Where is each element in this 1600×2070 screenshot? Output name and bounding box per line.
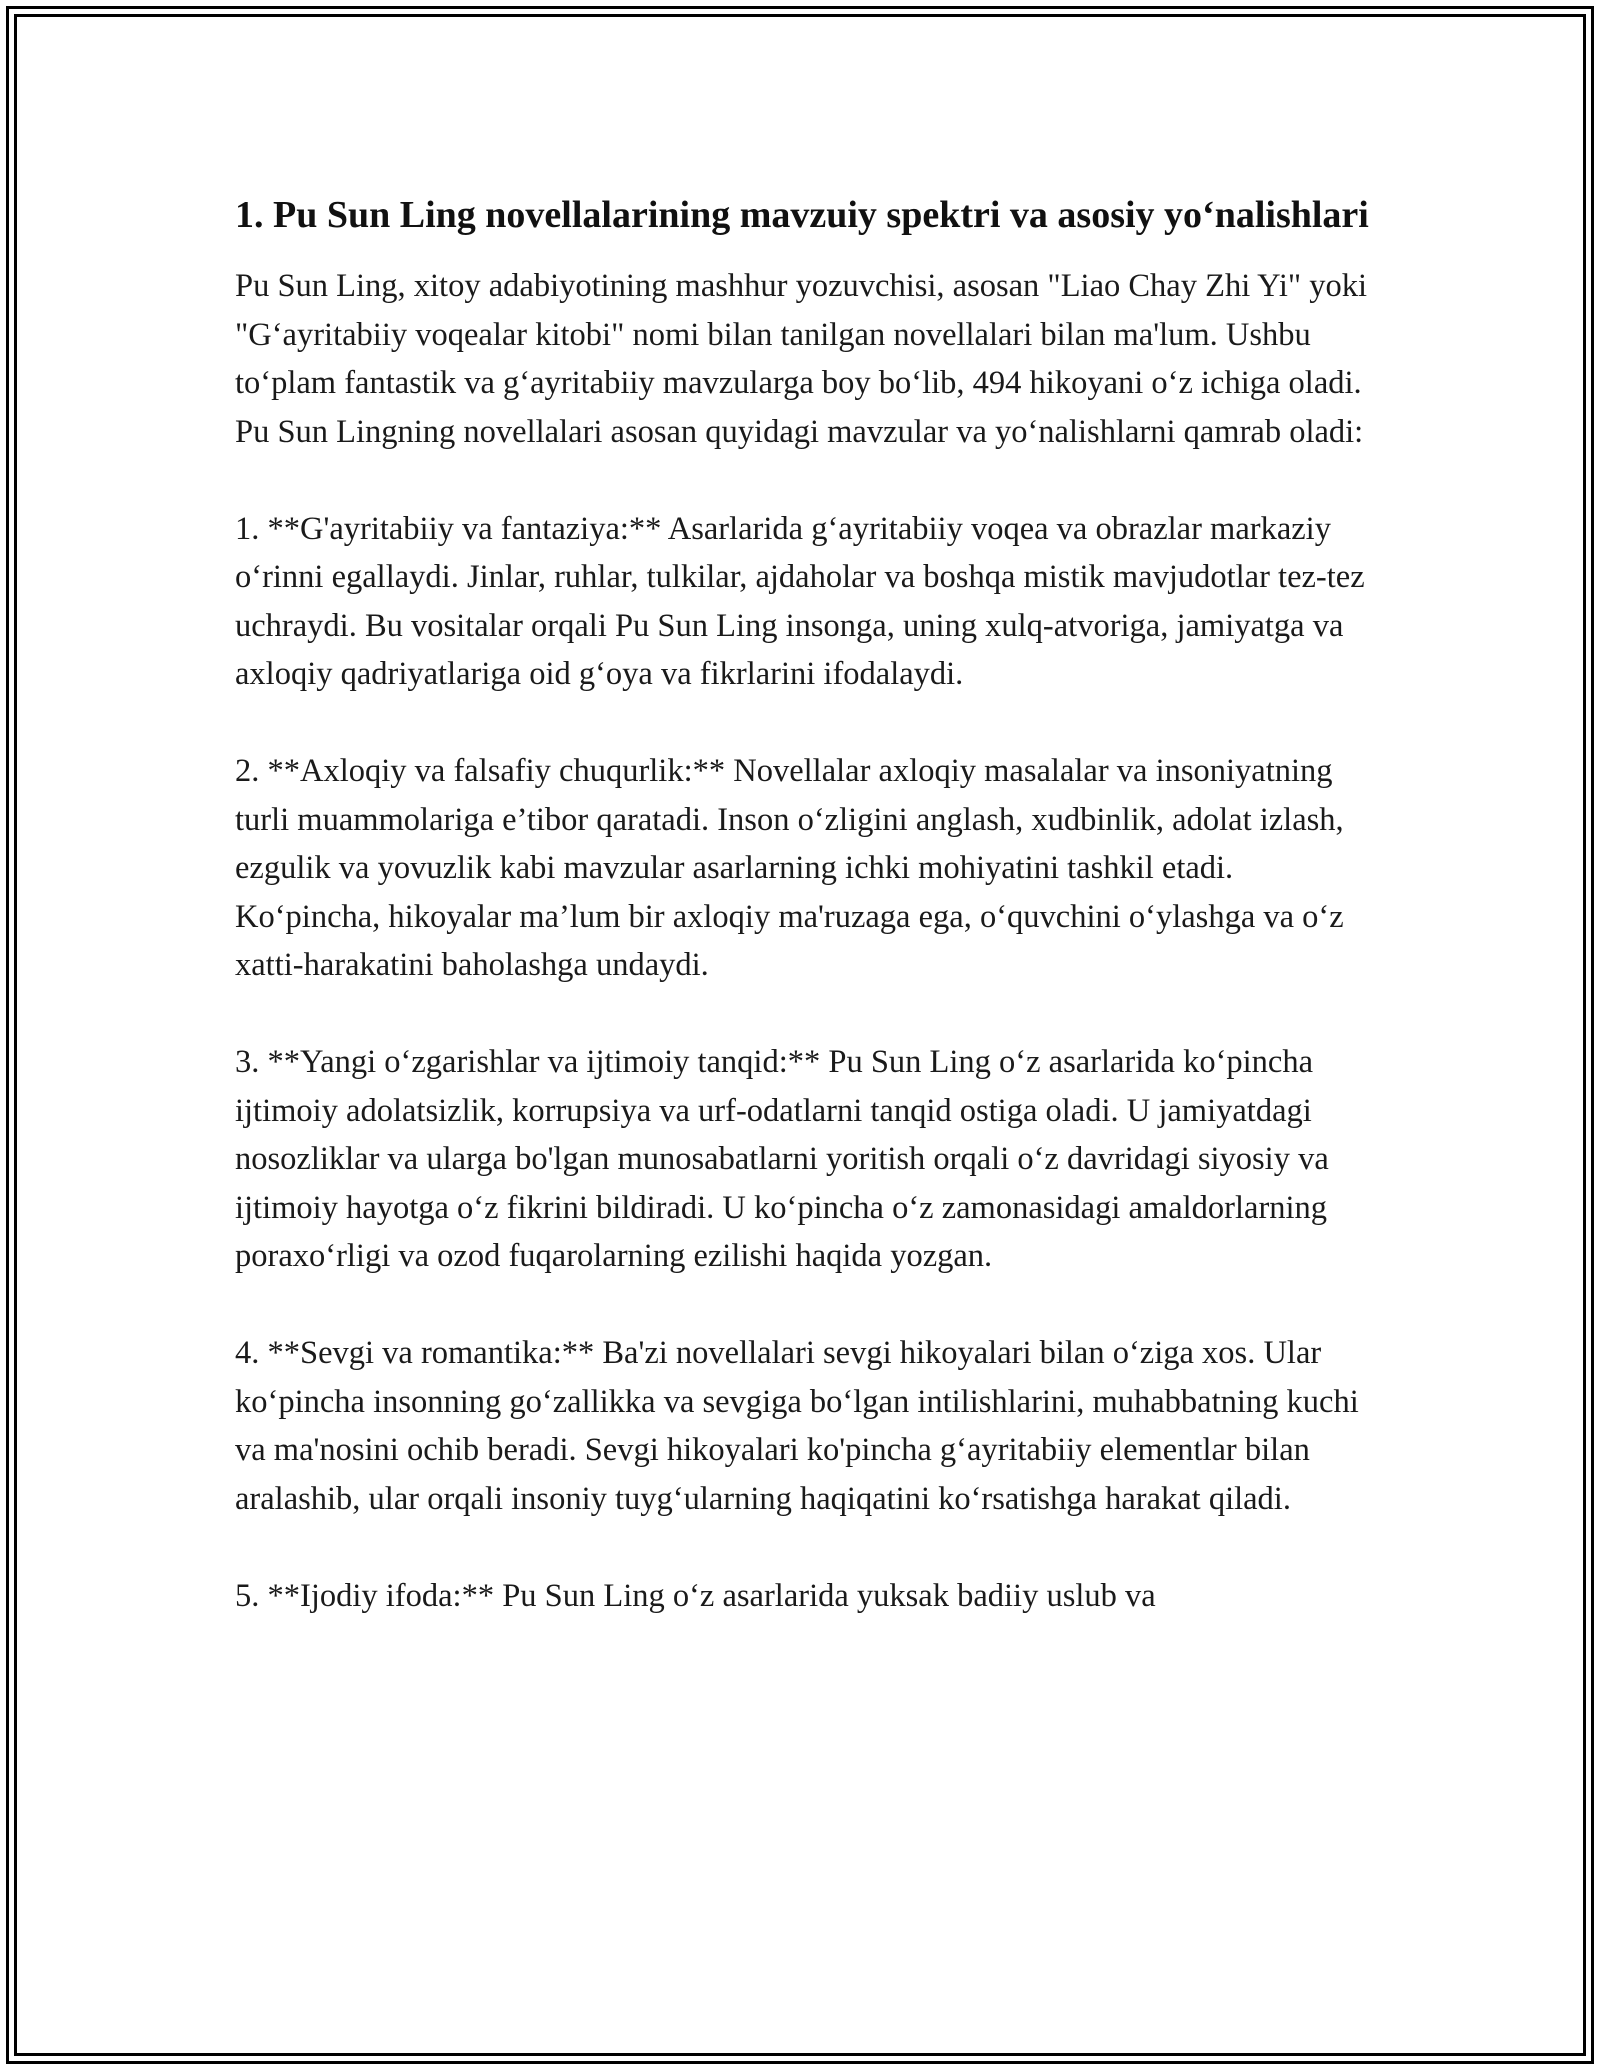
document-body (235, 188, 1370, 1620)
list-item-moral-depth: 2. **Axloqiy va falsafiy chuqurlik:** Novellalar axloqiy masalalar va insoniyatning turli muammolariga e’tibor qaratadi. Inson o‘zligini anglash, xudbinlik, adolat izlash, ezgulik va yovuzlik kabi mavzular asarlarning ichki mohiyatini tashkil etadi. Ko‘pincha, hikoyalar ma’lum bir axloqiy ma'ruzaga ega, o‘quvchini o‘ylashga va o‘z xatti-harakatini baholashga undaydi. (235, 753, 1344, 983)
intro-paragraph: Pu Sun Ling, xitoy adabiyotining mashhur yozuvchisi, asosan "Liao Chay Zhi Yi" yoki "G‘ayritabiiy voqealar kitobi" nomi bilan tanilgan novellalari bilan ma'lum. Ushbu to‘plam fantastik va g‘ayritabiiy mavzularga boy bo‘lib, 494 hikoyani o‘z ichiga oladi. Pu Sun Lingning novellalari asosan quyidagi mavzular va yo‘nalishlarni qamrab oladi: (235, 268, 1368, 450)
list-item-social-critique: 3. **Yangi o‘zgarishlar va ijtimoiy tanqid:** Pu Sun Ling o‘z asarlarida ko‘pincha ijtimoiy adolatsizlik, korrupsiya va urf-odatlarni tanqid ostiga oladi. U jamiyatdagi nosozliklar va ularga bo'lgan munosabatlarni yoritish orqali o‘z davridagi siyosiy va ijtimoiy hayotga o‘z fikrini bildiradi. U ko‘pincha o‘z zamonasidagi amaldorlarning poraxo‘rligi va ozod fuqarolarning ezilishi haqida yozgan. (235, 1044, 1329, 1274)
list-item-creative-expression: 5. **Ijodiy ifoda:** Pu Sun Ling o‘z asarlarida yuksak badiiy uslub va (235, 1577, 1156, 1614)
list-item-supernatural: 1. **G'ayritabiiy va fantaziya:** Asarlarida g‘ayritabiiy voqea va obrazlar markaziy o‘rinni egallaydi. Jinlar, ruhlar, tulkilar, ajdaholar va boshqa mistik mavjudotlar tez-tez uchraydi. Bu vositalar orqali Pu Sun Ling insonga, uning xulq-atvoriga, jamiyatga va axloqiy qadriyatlariga oid g‘oya va fikrlarini ifodalaydi. (235, 510, 1365, 692)
section-title: 1. Pu Sun Ling novellalarining mavzuiy spektri va asosiy yo‘nalishlari (235, 194, 1369, 236)
list-item-love-romance: 4. **Sevgi va romantika:** Ba'zi novellalari sevgi hikoyalari bilan o‘ziga xos. Ular ko‘pincha insonning go‘zallikka va sevgiga bo‘lgan intilishlarini, muhabbatning kuchi va ma'nosini ochib beradi. Sevgi hikoyalari ko'pincha g‘ayritabiiy elementlar bilan aralashib, ular orqali insoniy tuyg‘ularning haqiqatini ko‘rsatishga harakat qiladi. (235, 1335, 1359, 1517)
